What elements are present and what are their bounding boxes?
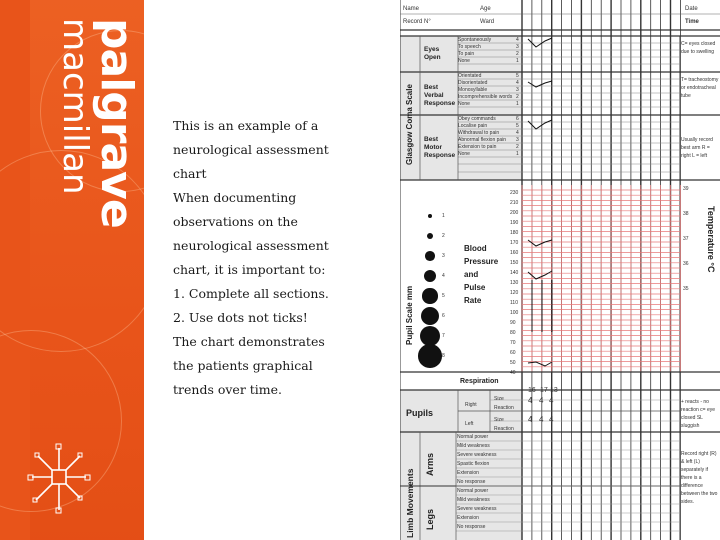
temp-tick-label: 36 — [683, 261, 689, 267]
pupil-size-dot — [428, 214, 432, 218]
pupil-right-label: Right — [465, 402, 477, 408]
pupil-scale-title: Pupil Scale mm — [405, 285, 414, 345]
verbal-label-2: Verbal — [424, 92, 444, 99]
text-line: trends over time. — [173, 382, 283, 397]
scale-item-label: Extension — [457, 515, 479, 521]
scale-item-label: Severe weakness — [457, 506, 497, 512]
logo-line-2: macmillan — [55, 18, 95, 195]
eyes-label-2: Open — [424, 54, 441, 61]
scale-item-score: 4 — [516, 130, 519, 136]
pupil-size-dot — [418, 344, 442, 368]
logo-line-1: palgrave — [91, 18, 142, 228]
description-text — [173, 114, 338, 402]
scale-item-label: Withdrawal to pain — [458, 130, 500, 136]
scale-item-score: 1 — [516, 58, 519, 64]
text-line: chart, it is important to: — [173, 262, 326, 277]
scale-item-score: 4 — [516, 37, 519, 43]
scale-item-score: 3 — [516, 137, 519, 143]
bp-tick-label: 80 — [510, 330, 516, 336]
pupil-left-label: Left — [465, 421, 474, 427]
temp-tick-label: 39 — [683, 186, 689, 192]
left-size-value: 4 — [539, 415, 544, 424]
scale-item-label: Extension — [457, 470, 479, 476]
text-line: This is an example of a — [173, 118, 319, 133]
temp-tick-label: 37 — [683, 236, 689, 242]
left-size-value: 4 — [549, 415, 554, 424]
pupils-label: Pupils — [406, 408, 434, 418]
bp-label-pressure: Pressure — [464, 257, 499, 266]
scale-item-label: Obey commands — [458, 116, 496, 122]
left-reaction-label: Reaction — [494, 426, 514, 432]
right-size-label: Size — [494, 396, 504, 402]
text-line: When documenting — [173, 190, 297, 205]
text-line: observations on the — [173, 214, 298, 229]
scale-item-label: No response — [457, 479, 486, 485]
text-line: 2. Use dots not ticks! — [173, 310, 308, 325]
scale-item-score: 4 — [516, 80, 519, 86]
right-size-value: 4 — [528, 396, 533, 405]
scale-item-label: Orientated — [458, 73, 482, 79]
legs-label: Legs — [425, 508, 435, 530]
resp-value: 13 — [550, 387, 558, 394]
scale-item-label: Mild weakness — [457, 497, 490, 503]
text-line: neurological assessment — [173, 142, 329, 157]
scale-item-score: 1 — [516, 151, 519, 157]
verbal-label-3: Response — [424, 100, 456, 107]
arms-label: Arms — [425, 452, 435, 476]
pupil-size-dot — [422, 288, 437, 303]
scale-item-label: Normal power — [457, 434, 489, 440]
ward-label: Ward — [480, 19, 495, 25]
temp-tick-label: 38 — [683, 211, 689, 217]
scale-item-score: 3 — [516, 87, 519, 93]
motor-label-3: Response — [424, 152, 456, 159]
temp-tick-label: 35 — [683, 286, 689, 292]
scale-item-label: No response — [457, 524, 486, 530]
bp-tick-label: 160 — [510, 250, 519, 256]
bp-tick-label: 230 — [510, 190, 519, 196]
bp-tick-label: 150 — [510, 260, 519, 266]
network-emblem-icon — [22, 432, 102, 522]
scale-item-label: Abnormal flexion pain — [458, 137, 507, 143]
scale-item-label: Spastic flexion — [457, 461, 490, 467]
respiration-label: Respiration — [460, 378, 499, 385]
scale-item-label: Disorientated — [458, 80, 488, 86]
scale-item-score: 3 — [516, 44, 519, 50]
pupil-size-number: 8 — [442, 353, 445, 359]
time-label: Time — [685, 19, 699, 25]
pupil-size-number: 4 — [442, 273, 445, 279]
scale-item-label: None — [458, 58, 470, 64]
temperature-title: Temperature °C — [706, 206, 716, 273]
scale-item-label: Severe weakness — [457, 452, 497, 458]
scale-item-label: To pain — [458, 51, 475, 57]
eyes-label: Eyes — [424, 46, 440, 53]
bp-tick-label: 120 — [510, 290, 519, 296]
scale-item-score: 6 — [516, 116, 519, 122]
pupil-size-number: 1 — [442, 213, 445, 219]
scale-item-score: 5 — [516, 123, 519, 129]
text-line: neurological assessment — [173, 238, 329, 253]
eyes-note: C= eyes closed due to swelling — [681, 41, 716, 55]
bp-tick-label: 180 — [510, 230, 519, 236]
bp-tick-label: 140 — [510, 270, 519, 276]
pupil-size-number: 2 — [442, 233, 445, 239]
record-label: Record N° — [403, 19, 431, 25]
text-line: The chart demonstrates — [173, 334, 325, 349]
pupil-size-number: 6 — [442, 313, 445, 319]
age-label: Age — [480, 6, 491, 12]
scale-item-label: Extension to pain — [458, 144, 497, 150]
name-label: Name — [403, 6, 420, 12]
brand-sidebar — [0, 0, 144, 540]
scale-item-label: Normal power — [457, 488, 489, 494]
scale-item-score: 2 — [516, 144, 519, 150]
bp-label-rate: Rate — [464, 296, 482, 305]
scale-item-label: Incomprehensible words — [458, 94, 513, 100]
scale-item-label: None — [458, 101, 470, 107]
bp-tick-label: 210 — [510, 200, 519, 206]
scale-item-label: To speech — [458, 44, 481, 50]
scale-item-score: 2 — [516, 51, 519, 57]
motor-label: Best — [424, 136, 439, 143]
resp-value: 17 — [540, 387, 548, 394]
left-size-label: Size — [494, 417, 504, 423]
scale-item-score: 5 — [516, 73, 519, 79]
right-size-value: 4 — [549, 396, 554, 405]
left-size-value: 4 — [528, 415, 533, 424]
pupil-size-dot — [421, 307, 439, 325]
text-line: 1. Complete all sections. — [173, 286, 329, 301]
bp-tick-label: 170 — [510, 240, 519, 246]
bp-tick-label: 50 — [510, 360, 516, 366]
verbal-note: T= tracheostomy or endotracheal tube — [681, 77, 719, 99]
right-size-value: 4 — [539, 396, 544, 405]
pupil-size-number: 3 — [442, 253, 445, 259]
scale-item-label: Mild weakness — [457, 443, 490, 449]
text-line: the patients graphical — [173, 358, 313, 373]
scale-item-label: Spontaneously — [458, 37, 492, 43]
neurological-assessment-chart — [400, 0, 720, 540]
scale-item-score: 2 — [516, 94, 519, 100]
right-reaction-label: Reaction — [494, 405, 514, 411]
bp-label-and: and — [464, 270, 479, 279]
bp-tick-label: 70 — [510, 340, 516, 346]
scale-item-label: Monosyllable — [458, 87, 488, 93]
text-line: chart — [173, 166, 207, 181]
pupil-size-number: 5 — [442, 293, 445, 299]
bp-tick-label: 110 — [510, 300, 518, 306]
bp-tick-label: 40 — [510, 370, 516, 376]
bp-tick-label: 190 — [510, 220, 519, 226]
scale-item-score: 1 — [516, 101, 519, 107]
gcs-title: Glasgow Coma Scale — [405, 84, 414, 165]
chart-grid — [400, 0, 720, 540]
scale-item-label: None — [458, 151, 470, 157]
pupil-size-number: 7 — [442, 333, 445, 339]
bp-tick-label: 90 — [510, 320, 516, 326]
scale-item-label: Localise pain — [458, 123, 488, 129]
motor-note: Usually record best arm R = right L = left — [681, 137, 713, 159]
limb-note: Record right (R) & left (L) separately if there is a difference between the two sides. — [681, 451, 718, 505]
bp-tick-label: 60 — [510, 350, 516, 356]
bp-label-pulse: Pulse — [464, 283, 486, 292]
verbal-label: Best — [424, 84, 439, 91]
motor-label-2: Motor — [424, 144, 443, 151]
bp-tick-label: 100 — [510, 310, 519, 316]
pupil-size-dot — [425, 251, 435, 261]
bp-tick-label: 200 — [510, 210, 519, 216]
palgrave-macmillan-logo — [55, 18, 142, 228]
date-label: Date — [685, 6, 698, 12]
pupils-note: + reacts - no reaction c= eye closed SL sluggish — [681, 399, 716, 429]
limb-movements-title: Limb Movements — [405, 468, 415, 538]
bp-tick-label: 130 — [510, 280, 519, 286]
bp-label-blood: Blood — [464, 244, 487, 253]
resp-value: 16 — [528, 387, 536, 394]
